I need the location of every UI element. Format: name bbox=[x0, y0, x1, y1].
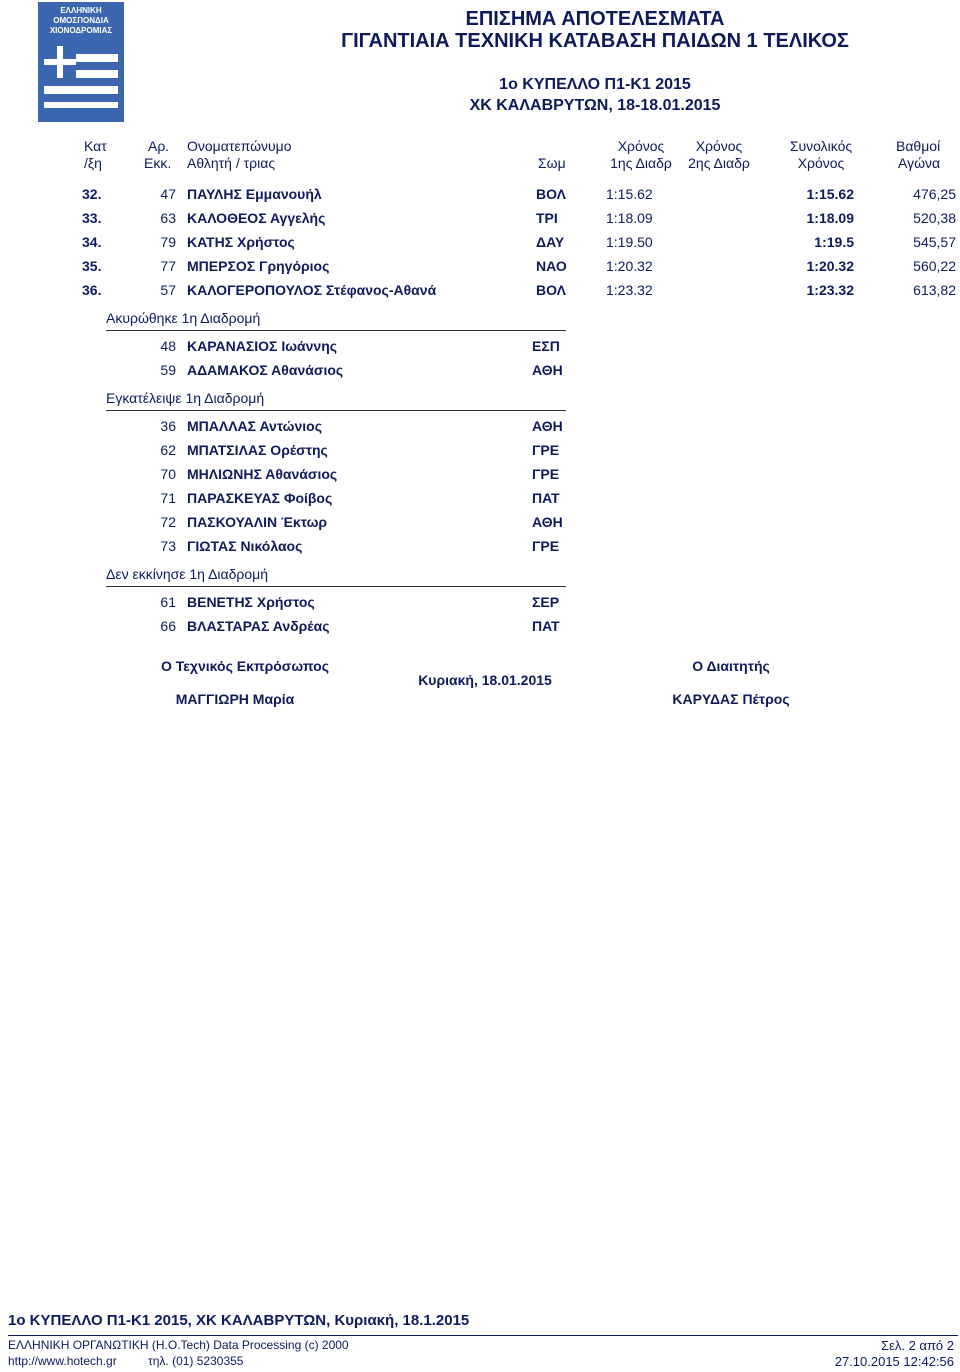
points: 613,82 bbox=[913, 282, 956, 298]
list-item bbox=[0, 538, 960, 558]
athlete-name: ΠΑΡΑΣΚΕΥΑΣ Φοίβος bbox=[187, 490, 333, 506]
club: ΒΟΛ bbox=[536, 186, 566, 202]
col-header-points: Βαθμοί bbox=[896, 138, 941, 154]
flag-cross-v bbox=[57, 46, 63, 78]
athlete-name: ΒΕΝΕΤΗΣ Χρήστος bbox=[187, 594, 315, 610]
bib: 72 bbox=[160, 514, 176, 530]
table-row bbox=[0, 258, 960, 278]
run1-time: 1:23.32 bbox=[606, 282, 653, 298]
list-item bbox=[0, 466, 960, 486]
points: 560,22 bbox=[913, 258, 956, 274]
club: ΝΑΟ bbox=[536, 258, 567, 274]
technical-delegate-name: ΜΑΓΓΙΩΡΗ Μαρία bbox=[175, 691, 295, 707]
athlete-name: ΚΑΡΑΝΑΣΙΟΣ Ιωάννης bbox=[187, 338, 338, 354]
section-title: Δεν εκκίνησε 1η Διαδρομή bbox=[106, 566, 269, 582]
points: 520,38 bbox=[913, 210, 956, 226]
points: 545,57 bbox=[913, 234, 956, 250]
col-header-run1-sub: 1ης Διαδρ bbox=[610, 155, 672, 171]
section-title: Εγκατέλειψε 1η Διαδρομή bbox=[106, 390, 265, 406]
list-item bbox=[0, 490, 960, 510]
club: ΒΟΛ bbox=[536, 282, 566, 298]
bib: 66 bbox=[160, 618, 176, 634]
bib: 71 bbox=[160, 490, 176, 506]
table-row bbox=[0, 186, 960, 206]
bib: 47 bbox=[160, 186, 176, 202]
bib: 70 bbox=[160, 466, 176, 482]
table-row bbox=[0, 234, 960, 254]
athlete-name: ΚΑΛΟΘΕΟΣ Αγγελής bbox=[187, 210, 326, 226]
flag-stripe bbox=[44, 78, 118, 86]
footer-event: 1ο ΚΥΠΕΛΛΟ Π1-Κ1 2015, ΧΚ ΚΑΛΑΒΡΥΤΩΝ, Κυριακή, 18.1.2015 bbox=[8, 1312, 470, 1329]
athlete-name: ΑΔΑΜΑΚΟΣ Αθανάσιος bbox=[187, 362, 344, 378]
bib: 79 bbox=[160, 234, 176, 250]
rank: 33. bbox=[82, 210, 102, 226]
table-row bbox=[0, 282, 960, 302]
list-item bbox=[0, 618, 960, 638]
referee-title: Ο Διαιτητής bbox=[692, 658, 770, 674]
col-header-club: Σωμ bbox=[538, 155, 566, 171]
event-title: 1ο ΚΥΠΕΛΛΟ Π1-Κ1 2015 bbox=[499, 76, 691, 93]
run1-time: 1:20.32 bbox=[606, 258, 653, 274]
athlete-name: ΜΗΛΙΩΝΗΣ Αθανάσιος bbox=[187, 466, 338, 482]
section-heading bbox=[106, 566, 566, 587]
club: ΓΡΕ bbox=[532, 442, 560, 458]
col-header-run2: Χρόνος bbox=[695, 138, 743, 154]
total-time: 1:15.62 bbox=[806, 186, 854, 202]
total-time: 1:20.32 bbox=[806, 258, 854, 274]
club: ΓΡΕ bbox=[532, 538, 560, 554]
bib: 36 bbox=[160, 418, 176, 434]
run1-time: 1:18.09 bbox=[606, 210, 653, 226]
list-item bbox=[0, 514, 960, 534]
flag-stripe bbox=[44, 94, 118, 102]
list-item bbox=[0, 338, 960, 358]
athlete-name: ΠΑΥΛΗΣ Εμμανουήλ bbox=[187, 186, 322, 202]
col-header-bib-sub: Εκκ. bbox=[144, 155, 172, 171]
col-header-name-sub: Αθλητή / τριας bbox=[187, 155, 276, 171]
footer-phone: τηλ. (01) 5230355 bbox=[148, 1354, 244, 1368]
run1-time: 1:19.50 bbox=[606, 234, 653, 250]
flag-canton bbox=[44, 46, 76, 78]
col-header-run2-sub: 2ης Διαδρ bbox=[688, 155, 750, 171]
rank: 36. bbox=[82, 282, 102, 298]
col-header-total: Συνολικός bbox=[789, 138, 853, 154]
club: ΣΕΡ bbox=[532, 594, 560, 610]
venue-date: ΧΚ ΚΑΛΑΒΡΥΤΩΝ, 18-18.01.2015 bbox=[469, 97, 721, 114]
technical-delegate-title: Ο Τεχνικός Εκπρόσωπος bbox=[161, 658, 329, 674]
referee-name: ΚΑΡΥΔΑΣ Πέτρος bbox=[672, 691, 790, 707]
col-header-rank: Κατ bbox=[84, 138, 107, 154]
list-item bbox=[0, 594, 960, 614]
race-title: ΓΙΓΑΝΤΙΑΙΑ ΤΕΧΝΙΚΗ ΚΑΤΑΒΑΣΗ ΠΑΙΔΩΝ 1 ΤΕΛΙΚΟΣ bbox=[341, 30, 849, 52]
bib: 57 bbox=[160, 282, 176, 298]
col-header-points-sub: Αγώνα bbox=[898, 155, 941, 171]
federation-logo bbox=[38, 2, 124, 122]
logo-text: ΕΛΛΗΝΙΚΗ ΟΜΟΣΠΟΝΔΙΑ ΧΙΟΝΟΔΡΟΜΙΑΣ bbox=[49, 6, 113, 35]
athlete-name: ΓΙΩΤΑΣ Νικόλαος bbox=[187, 538, 303, 554]
list-item bbox=[0, 442, 960, 462]
section-heading bbox=[106, 310, 566, 331]
athlete-name: ΚΑΛΟΓΕΡΟΠΟΥΛΟΣ Στέφανος-Αθανά bbox=[187, 282, 437, 298]
athlete-name: ΜΠΑΤΣΙΛΑΣ Ορέστης bbox=[187, 442, 328, 458]
run1-time: 1:15.62 bbox=[606, 186, 653, 202]
total-time: 1:23.32 bbox=[806, 282, 854, 298]
club: ΑΘΗ bbox=[532, 514, 563, 530]
signature-date: Κυριακή, 18.01.2015 bbox=[418, 672, 552, 688]
total-time: 1:19.5 bbox=[814, 234, 854, 250]
col-header-total-sub: Χρόνος bbox=[797, 155, 845, 171]
footer-url[interactable]: http://www.hotech.gr bbox=[8, 1354, 117, 1368]
club: ΔΑΥ bbox=[536, 234, 565, 250]
bib: 63 bbox=[160, 210, 176, 226]
col-header-name: Ονοματεπώνυμο bbox=[187, 138, 292, 154]
bib: 61 bbox=[160, 594, 176, 610]
bib: 59 bbox=[160, 362, 176, 378]
page-number: Σελ. 2 από 2 bbox=[881, 1338, 954, 1353]
document-title: ΕΠΙΣΗΜΑ ΑΠΟΤΕΛΕΣΜΑΤΑ bbox=[465, 8, 725, 30]
club: ΑΘΗ bbox=[532, 362, 563, 378]
section-title: Ακυρώθηκε 1η Διαδρομή bbox=[106, 310, 261, 326]
table-row bbox=[0, 210, 960, 230]
footer-divider bbox=[8, 1335, 958, 1336]
club: ΑΘΗ bbox=[532, 418, 563, 434]
bib: 77 bbox=[160, 258, 176, 274]
athlete-name: ΠΑΣΚΟΥΑΛΙΝ Έκτωρ bbox=[187, 514, 328, 530]
bib: 48 bbox=[160, 338, 176, 354]
club: ΓΡΕ bbox=[532, 466, 560, 482]
club: ΠΑΤ bbox=[532, 618, 560, 634]
col-header-run1: Χρόνος bbox=[617, 138, 665, 154]
rank: 32. bbox=[82, 186, 102, 202]
list-item bbox=[0, 418, 960, 438]
print-timestamp: 27.10.2015 12:42:56 bbox=[834, 1354, 954, 1369]
greek-flag-icon bbox=[44, 46, 118, 116]
col-header-bib: Αρ. bbox=[148, 138, 170, 154]
rank: 34. bbox=[82, 234, 102, 250]
list-item bbox=[0, 362, 960, 382]
athlete-name: ΒΛΑΣΤΑΡΑΣ Ανδρέας bbox=[187, 618, 330, 634]
club: ΠΑΤ bbox=[532, 490, 560, 506]
rank: 35. bbox=[82, 258, 102, 274]
footer-organization: ΕΛΛΗΝΙΚΗ ΟΡΓΑΝΩΤΙΚΗ (Η.Ο.Tech) Data Processing (c) 2000 bbox=[8, 1338, 349, 1352]
club: ΤΡΙ bbox=[536, 210, 558, 226]
bib: 73 bbox=[160, 538, 176, 554]
athlete-name: ΜΠΑΛΛΑΣ Αντώνιος bbox=[187, 418, 323, 434]
col-header-rank-sub: /ξη bbox=[84, 155, 102, 171]
athlete-name: ΚΑΤΗΣ Χρήστος bbox=[187, 234, 295, 250]
flag-stripe bbox=[44, 108, 118, 116]
section-heading bbox=[106, 390, 566, 411]
club: ΕΣΠ bbox=[532, 338, 560, 354]
points: 476,25 bbox=[913, 186, 956, 202]
athlete-name: ΜΠΕΡΣΟΣ Γρηγόριος bbox=[187, 258, 330, 274]
total-time: 1:18.09 bbox=[806, 210, 854, 226]
bib: 62 bbox=[160, 442, 176, 458]
